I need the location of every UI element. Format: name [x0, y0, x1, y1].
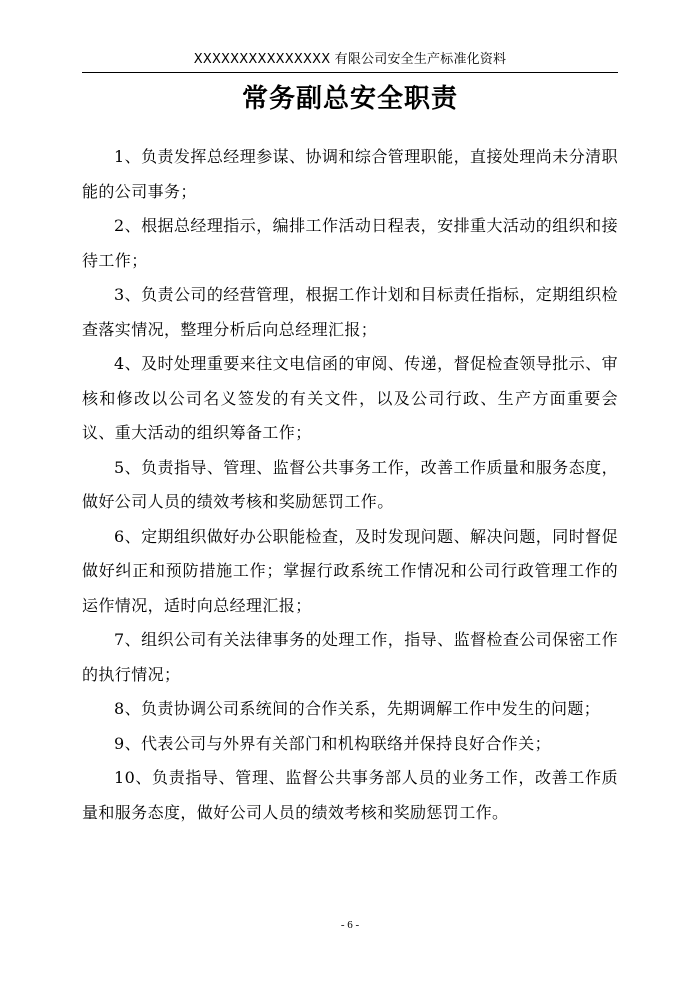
duty-item-6: 6、定期组织做好办公职能检查，及时发现问题、解决问题，同时督促做好纠正和预防措施工作；掌握行政系统工作情况和公司行政管理工作的运作情况，适时向总经理汇报； [82, 526, 618, 615]
duty-item-5: 5、负责指导、管理、监督公共事务工作，改善工作质量和服务态度，做好公司人员的绩效考核和奖励惩罚工作。 [82, 457, 618, 511]
page-title: 常务副总安全职责 [241, 84, 458, 114]
duty-item-2: 2、根据总经理指示，编排工作活动日程表，安排重大活动的组织和接待工作； [82, 216, 618, 270]
duty-item-9: 9、代表公司与外界有关部门和机构联络并保持良好合作关； [114, 733, 551, 753]
document-body [82, 140, 618, 830]
duty-item-1: 1、负责发挥总经理参谋、协调和综合管理职能，直接处理尚未分清职能的公司事务； [82, 147, 618, 201]
header-divider [82, 72, 618, 73]
document-header: XXXXXXXXXXXXXXX 有限公司安全生产标准化资料 [193, 52, 507, 67]
duty-item-4: 4、及时处理重要来往文电信函的审阅、传递，督促检查领导批示、审核和修改以公司名义签发的有关文件，以及公司行政、生产方面重要会议、重大活动的组织筹备工作； [82, 354, 618, 442]
duty-item-7: 7、组织公司有关法律事务的处理工作，指导、监督检查公司保密工作的执行情况； [82, 630, 618, 684]
duty-item-8: 8、负责协调公司系统间的合作关系，先期调解工作中发生的问题； [114, 699, 601, 718]
duty-item-10: 10、负责指导、管理、监督公共事务部人员的业务工作，改善工作质量和服务态度，做好公司人员的绩效考核和奖励惩罚工作。 [82, 768, 618, 822]
page-number: - 6 - [340, 919, 360, 931]
duty-item-3: 3、负责公司的经营管理，根据工作计划和目标责任指标，定期组织检查落实情况，整理分析后向总经理汇报； [82, 285, 618, 339]
